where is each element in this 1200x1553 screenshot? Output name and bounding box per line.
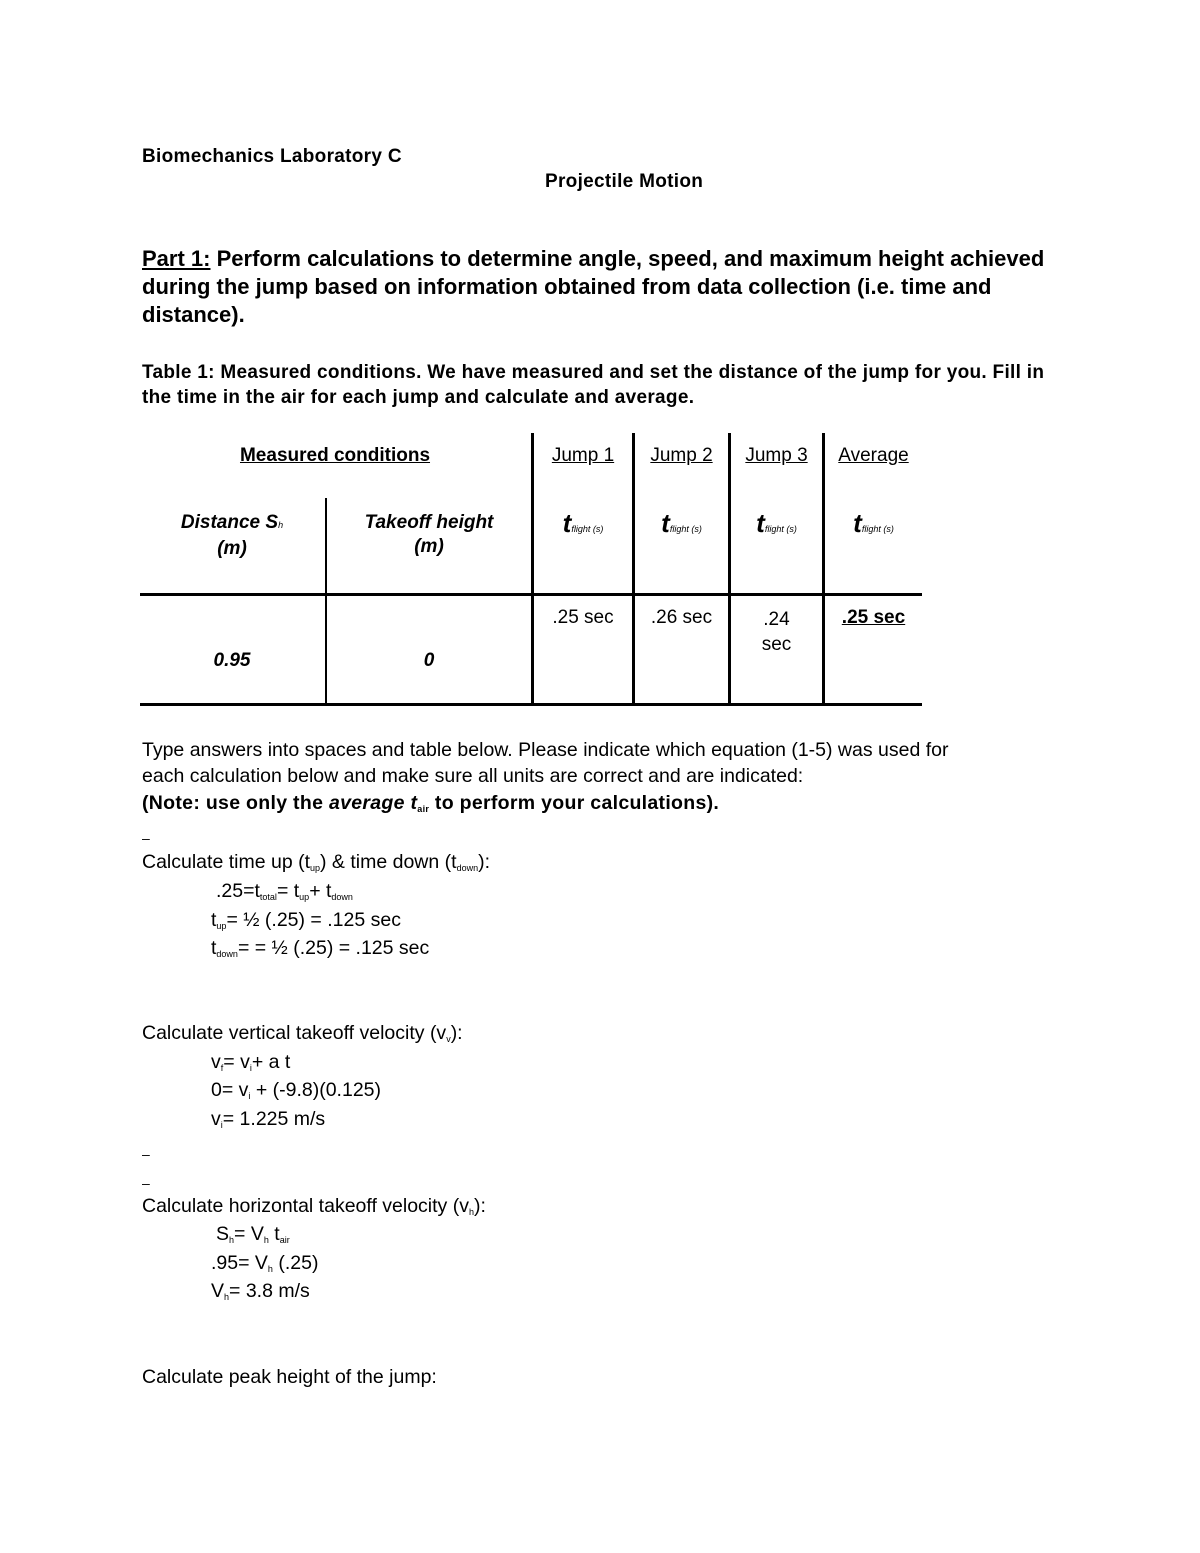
average-value: .25 sec <box>841 607 906 628</box>
instructions-note: (Note: use only the average tair to perform your calculations). <box>142 792 720 814</box>
jump2-header: Jump 2 <box>650 445 713 466</box>
part1-label: Part 1: <box>142 246 211 271</box>
vertical-line2: 0= vi + (-9.8)(0.125) <box>211 1079 382 1101</box>
dash-marker-3: – <box>142 1175 150 1191</box>
jump1-header: Jump 1 <box>551 445 615 466</box>
jump1-value: .25 sec <box>552 607 614 628</box>
part1-text: Perform calculations to determine angle, speed, and maximum height achieved during the jump based on information obtained from data collection (i.e. time and distance). <box>142 246 1045 327</box>
distance-header-label: Distance S <box>180 512 279 533</box>
time-line1: .25=ttotal= tup+ tdown <box>216 880 353 902</box>
jump3-header: Jump 3 <box>745 445 808 466</box>
table-hline-bottom <box>140 703 922 706</box>
jump3-value: .24 sec <box>761 609 792 655</box>
group-header: Measured conditions <box>239 445 431 466</box>
vertical-line1: vf= vi+ a t <box>211 1051 291 1073</box>
time-heading: Calculate time up (tup) & time down (tdown): <box>142 851 490 873</box>
average-tflight: tflight (s) <box>853 508 894 538</box>
jump1-tflight: tflight (s) <box>562 508 604 538</box>
time-line2: tup= ½ (.25) = .125 sec <box>211 909 401 931</box>
table-vline-3 <box>632 433 635 705</box>
table-hline-mid <box>140 593 922 596</box>
table-vline-5 <box>822 433 825 705</box>
distance-header-sub: h <box>278 520 284 530</box>
horizontal-line2: .95= Vh (.25) <box>211 1252 319 1274</box>
instructions-line1: Type answers into spaces and table below. Please indicate which equation (1-5) was used for <box>142 739 949 761</box>
document-subtitle: Projectile Motion <box>545 171 704 192</box>
table-vline-2 <box>531 433 534 705</box>
instructions-line2: each calculation below and make sure all units are correct and are indicated: <box>142 765 804 787</box>
distance-header-unit: (m) <box>217 538 247 559</box>
takeoff-header <box>327 511 531 559</box>
horizontal-line3: Vh= 3.8 m/s <box>211 1280 310 1302</box>
table-caption: Table 1: Measured conditions. We have measured and set the distance of the jump for you. Fill in the time in the air for each jump and calculate and average. <box>142 362 1045 408</box>
jump3-tflight: tflight (s) <box>756 508 797 538</box>
time-line3: tdown= = ½ (.25) = .125 sec <box>211 937 430 959</box>
jump2-tflight: tflight (s) <box>661 508 702 538</box>
takeoff-header-unit: (m) <box>414 536 444 557</box>
dash-marker-2: – <box>142 1146 150 1162</box>
dash-marker: – <box>142 830 150 846</box>
average-header: Average <box>838 445 909 466</box>
horizontal-line1: Sh= Vh tair <box>216 1223 290 1245</box>
horizontal-heading: Calculate horizontal takeoff velocity (vh): <box>142 1195 486 1217</box>
distance-value: 0.95 <box>213 650 251 671</box>
takeoff-header-label: Takeoff height <box>364 512 494 533</box>
vertical-line3: vi= 1.225 m/s <box>211 1108 326 1130</box>
distance-header <box>140 511 324 561</box>
part1-instructions <box>142 245 1072 329</box>
jump2-value: .26 sec <box>650 607 713 628</box>
table-vline-4 <box>728 433 731 705</box>
document-title: Biomechanics Laboratory C <box>142 146 402 167</box>
vertical-heading: Calculate vertical takeoff velocity (vv): <box>142 1022 463 1044</box>
peak-heading: Calculate peak height of the jump: <box>142 1366 437 1388</box>
takeoff-value: 0 <box>423 650 435 671</box>
